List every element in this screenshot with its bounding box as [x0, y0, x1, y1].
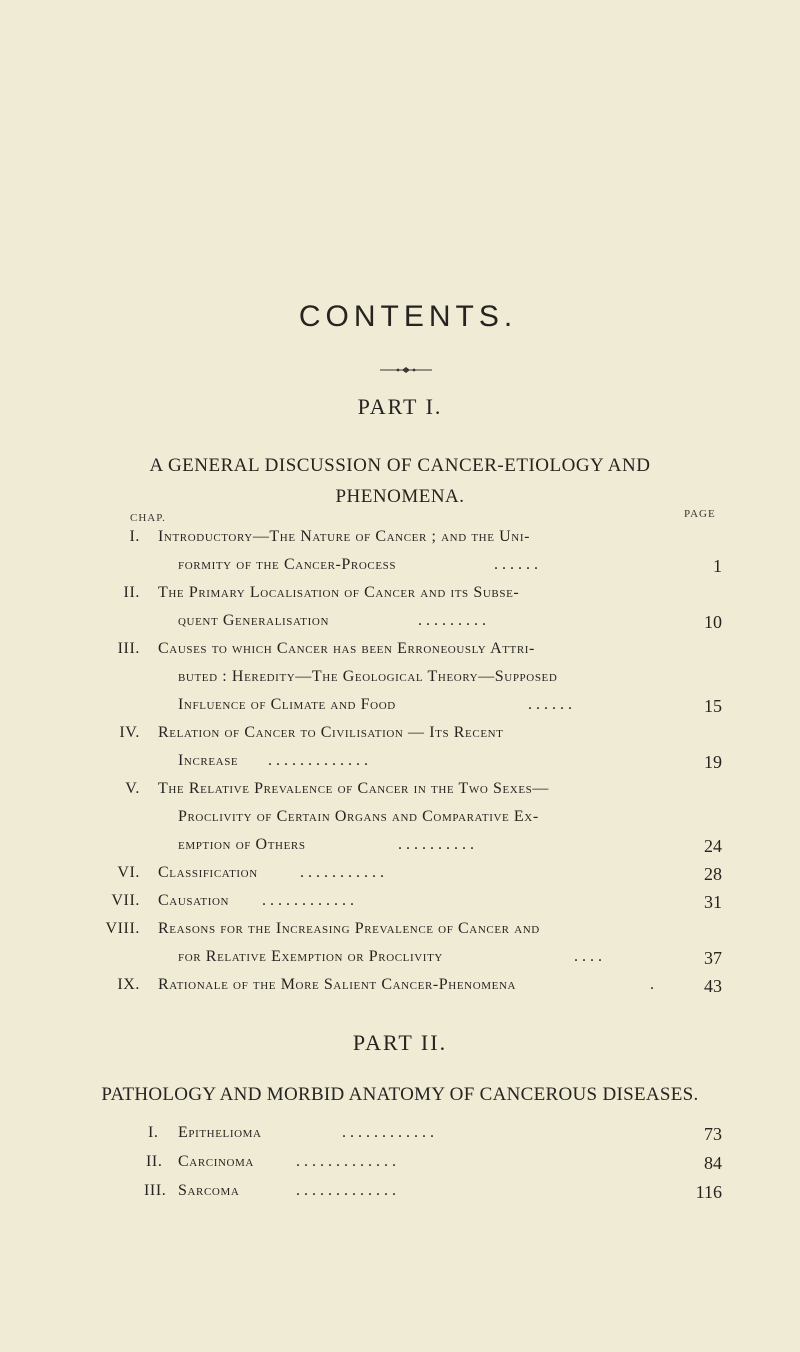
page-number: 28 [704, 864, 722, 884]
page-number: 37 [704, 948, 722, 968]
chapter-title-line: for Relative Exemption or Proclivity [178, 948, 443, 965]
part-2-subtitle: PATHOLOGY AND MORBID ANATOMY OF CANCEROUS DISEASES. [101, 1084, 699, 1105]
dot-leaders: . . . . . . [494, 556, 538, 573]
chapter-number: I. [148, 1124, 159, 1141]
part-1-subtitle-line-2: PHENOMENA. [335, 486, 465, 507]
page-number: 24 [704, 836, 722, 856]
chapter-title-line: Sarcoma [178, 1182, 240, 1199]
dot-leaders: . . . . . . . . . . . . [342, 1124, 434, 1141]
dot-leaders: . . . . . . . . . . . [300, 864, 384, 881]
chapter-title-line: Influence of Climate and Food [178, 696, 396, 713]
dot-leaders: . . . . . . . . . [418, 612, 486, 629]
chapter-title-line: The Relative Prevalence of Cancer in the Two Sexes— [158, 780, 549, 797]
page-number: 116 [695, 1182, 722, 1202]
chapter-title-line: Classification [158, 864, 258, 881]
chapter-number: VI. [117, 864, 140, 881]
chapter-number: II. [123, 584, 140, 601]
chapter-number: V. [125, 780, 140, 797]
part-2-heading: PART II. [352, 1030, 448, 1055]
chapter-title-line: Causes to which Cancer has been Erroneously Attri- [158, 640, 535, 657]
page-number: 84 [704, 1153, 722, 1173]
page-number: 73 [704, 1124, 722, 1144]
chapter-title-line: emption of Others [178, 836, 306, 853]
chapter-title-line: The Primary Localisation of Cancer and its Subse- [158, 584, 520, 601]
dot-leaders: . . . . . . . . . . . . . [296, 1182, 396, 1199]
chapter-number: I. [129, 528, 140, 545]
chapter-title-line: Carcinoma [178, 1153, 254, 1170]
part-1-heading: PART I. [357, 394, 443, 419]
dot-leaders: . . . . . . . . . . . . [262, 892, 354, 909]
chapter-number: IX. [117, 976, 140, 993]
page-number: 31 [704, 892, 722, 912]
chapter-number: VIII. [105, 920, 140, 937]
chapter-title-line: Relation of Cancer to Civilisation — Its Recent [158, 724, 504, 741]
chapter-title-line: Proclivity of Certain Organs and Comparative Ex- [178, 808, 539, 825]
chapter-number: IV. [119, 724, 140, 741]
dot-leaders: . . . . . . . . . . . . . [296, 1153, 396, 1170]
chapter-number: III. [144, 1182, 167, 1199]
chapter-title-line: Causation [158, 892, 230, 909]
chapter-title-line: Reasons for the Increasing Prevalence of Cancer and [158, 920, 540, 937]
page-number: 43 [704, 976, 722, 996]
page-number: 15 [704, 696, 722, 716]
dot-leaders: . [650, 976, 654, 993]
dot-leaders: . . . . . . [528, 696, 572, 713]
dot-leaders: . . . . . . . . . . . . . [268, 752, 368, 769]
chapter-title-line: buted : Heredity—The Geological Theory—Supposed [178, 668, 558, 685]
contents-title: CONTENTS. [298, 300, 518, 333]
page-number: 19 [704, 752, 722, 772]
chapter-number: II. [146, 1153, 163, 1170]
chapter-title-line: Rationale of the More Salient Cancer-Phenomena [158, 976, 517, 993]
chapter-title-line: formity of the Cancer-Process [178, 556, 397, 573]
page-column-label: PAGE [684, 508, 716, 520]
chapter-title-line: Introductory—The Nature of Cancer ; and the Uni- [158, 528, 531, 545]
chapter-title-line: quent Generalisation [178, 612, 329, 629]
chapter-title-line: Increase [178, 752, 239, 769]
page-number: 10 [704, 612, 722, 632]
dot-leaders: . . . . . . . . . . [398, 836, 474, 853]
chapter-title-line: Epithelioma [178, 1124, 262, 1141]
chapter-number: VII. [111, 892, 140, 909]
chap-column-label: CHAP. [130, 512, 166, 524]
dot-leaders: . . . . [574, 948, 602, 965]
chapter-number: III. [117, 640, 140, 657]
part-1-subtitle-line-1: A GENERAL DISCUSSION OF CANCER-ETIOLOGY AND [149, 455, 651, 476]
divider-ornament-icon [378, 365, 434, 375]
page-number: 1 [713, 556, 722, 576]
